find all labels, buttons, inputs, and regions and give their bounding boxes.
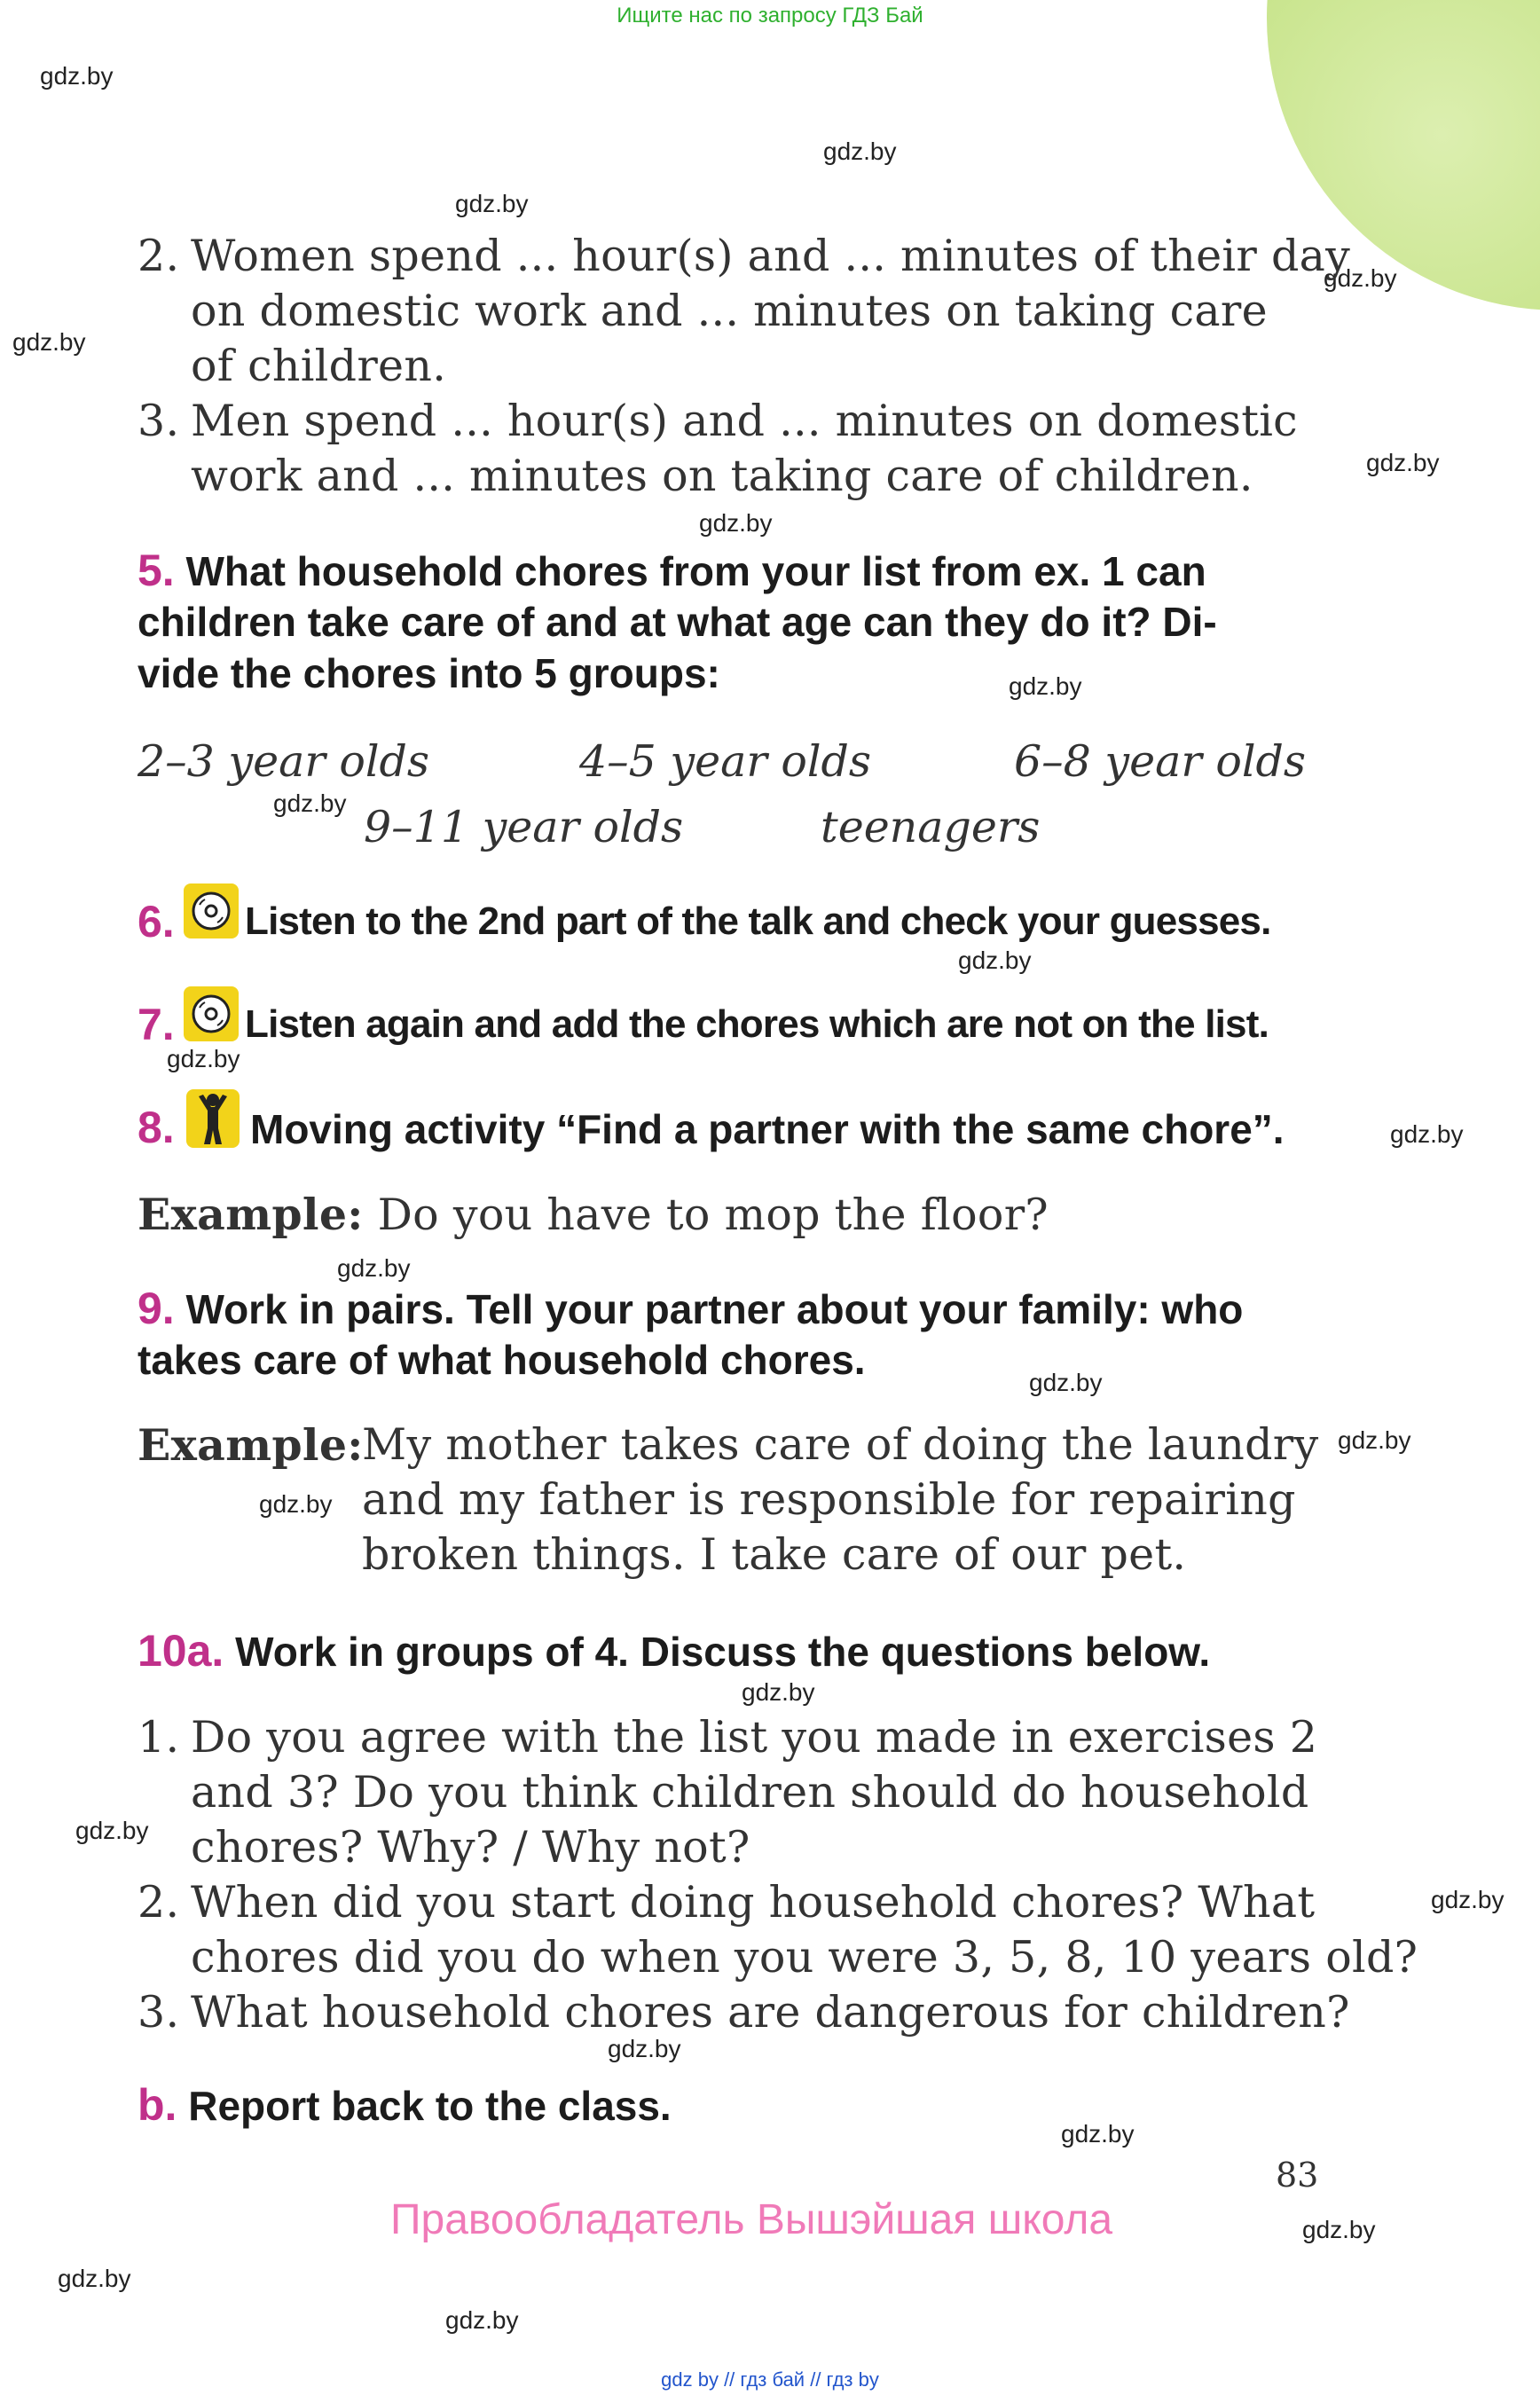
watermark: gdz.by [40,62,114,90]
watermark: gdz.by [167,1045,240,1072]
age-group: 4–5 year olds [579,736,872,787]
watermark: gdz.by [1029,1369,1103,1396]
task-10a [138,1625,1210,1677]
watermark: gdz.by [608,2035,681,2062]
task-number: 7. [138,1000,175,1049]
item-text: Women spend ... hour(s) and ... minutes of their day [191,231,1351,281]
task-number: 5. [138,546,175,595]
list-item [138,1877,1315,1928]
example-label: Example: [138,1189,364,1240]
age-group: 2–3 year olds [138,736,430,787]
watermark: gdz.by [1324,264,1397,292]
item-text: of children. [191,341,447,391]
watermark: gdz.by [445,2306,519,2334]
watermark: gdz.by [1431,1886,1505,1913]
age-group: 6–8 year olds [1014,736,1307,787]
item-number: 1. [138,1712,180,1763]
list-item [138,231,1350,281]
watermark: gdz.by [273,789,347,817]
bottom-links[interactable]: gdz by // гдз бай // гдз by [661,2368,879,2391]
item-number: 2. [138,1877,180,1928]
task-8 [138,1102,175,1154]
age-group: teenagers [821,802,1041,852]
item-text: When did you start doing household chores? What [191,1877,1316,1928]
item-text: chores did you do when you were 3, 5, 8, 10 years old? [191,1932,1418,1983]
task-9 [138,1283,1243,1335]
watermark: gdz.by [1366,449,1440,476]
task-text: Work in pairs. Tell your partner about your family: who [185,1286,1244,1332]
example-text: broken things. I take care of our pet. [362,1529,1187,1580]
task-text: vide the chores into 5 groups: [138,650,720,696]
example-text: My mother takes care of doing the laundry [362,1419,1319,1470]
item-text: Do you agree with the list you made in exercises 2 [191,1712,1318,1763]
top-search-hint[interactable]: Ищите нас по запросу ГДЗ Бай [617,4,923,27]
task-text: Report back to the class. [188,2083,672,2129]
example-text: and my father is responsible for repairing [362,1474,1296,1525]
watermark: gdz.by [958,946,1032,974]
item-number: 3. [138,396,180,446]
list-item [138,1987,1350,2038]
watermark: gdz.by [1302,2216,1376,2243]
item-text: work and ... minutes on taking care of children. [191,451,1253,501]
age-group: 9–11 year olds [364,802,684,852]
item-text: What household chores are dangerous for children? [191,1987,1350,2038]
watermark: gdz.by [75,1817,149,1844]
item-text: on domestic work and ... minutes on taking care [191,286,1268,336]
watermark: gdz.by [455,190,529,217]
task-6 [138,896,175,948]
watermark: gdz.by [1009,672,1082,700]
watermark: gdz.by [1338,1426,1411,1454]
moving-person-icon [186,1089,240,1148]
task-text: children take care of and at what age can they do it? Di- [138,599,1217,645]
task-10b [138,2079,672,2132]
list-item [138,396,1298,446]
task-number: 10a. [138,1626,224,1676]
watermark: gdz.by [1061,2120,1135,2148]
item-text: Men spend ... hour(s) and ... minutes on domestic [191,396,1298,446]
task-number: 8. [138,1103,175,1152]
task-7 [138,999,175,1051]
task-5 [138,545,1206,597]
page-number: 83 [1276,2156,1319,2195]
audio-disc-icon[interactable] [184,883,239,938]
item-text: chores? Why? / Why not? [191,1822,750,1873]
task-number: b. [138,2080,177,2130]
watermark: gdz.by [337,1254,411,1282]
task-text: Listen to the 2nd part of the talk and check your guesses. [245,899,1271,943]
watermark: gdz.by [823,137,897,165]
example-label: Example: [138,1419,364,1471]
task-text: Listen again and add the chores which are not on the list. [245,1002,1269,1046]
item-number: 2. [138,231,180,281]
audio-disc-icon[interactable] [184,986,239,1041]
example [138,1189,1049,1240]
task-text: What household chores from your list from ex. 1 can [185,548,1206,594]
item-text: and 3? Do you think children should do household [191,1767,1309,1818]
task-text: Moving activity “Find a partner with the same chore”. [250,1106,1285,1152]
watermark: gdz.by [699,509,773,537]
item-number: 3. [138,1987,180,2038]
task-text: Work in groups of 4. Discuss the questions below. [235,1629,1211,1675]
task-number: 6. [138,897,175,946]
task-text: takes care of what household chores. [138,1337,866,1383]
watermark: gdz.by [12,328,86,356]
watermark: gdz.by [259,1490,333,1518]
watermark: gdz.by [742,1678,815,1706]
rights-holder: Правообладатель Вышэйшая школа [390,2196,1113,2243]
task-number: 9. [138,1284,175,1333]
example-text: Do you have to mop the floor? [377,1190,1049,1240]
watermark: gdz.by [1390,1120,1464,1148]
watermark: gdz.by [58,2265,131,2292]
list-item [138,1712,1317,1763]
